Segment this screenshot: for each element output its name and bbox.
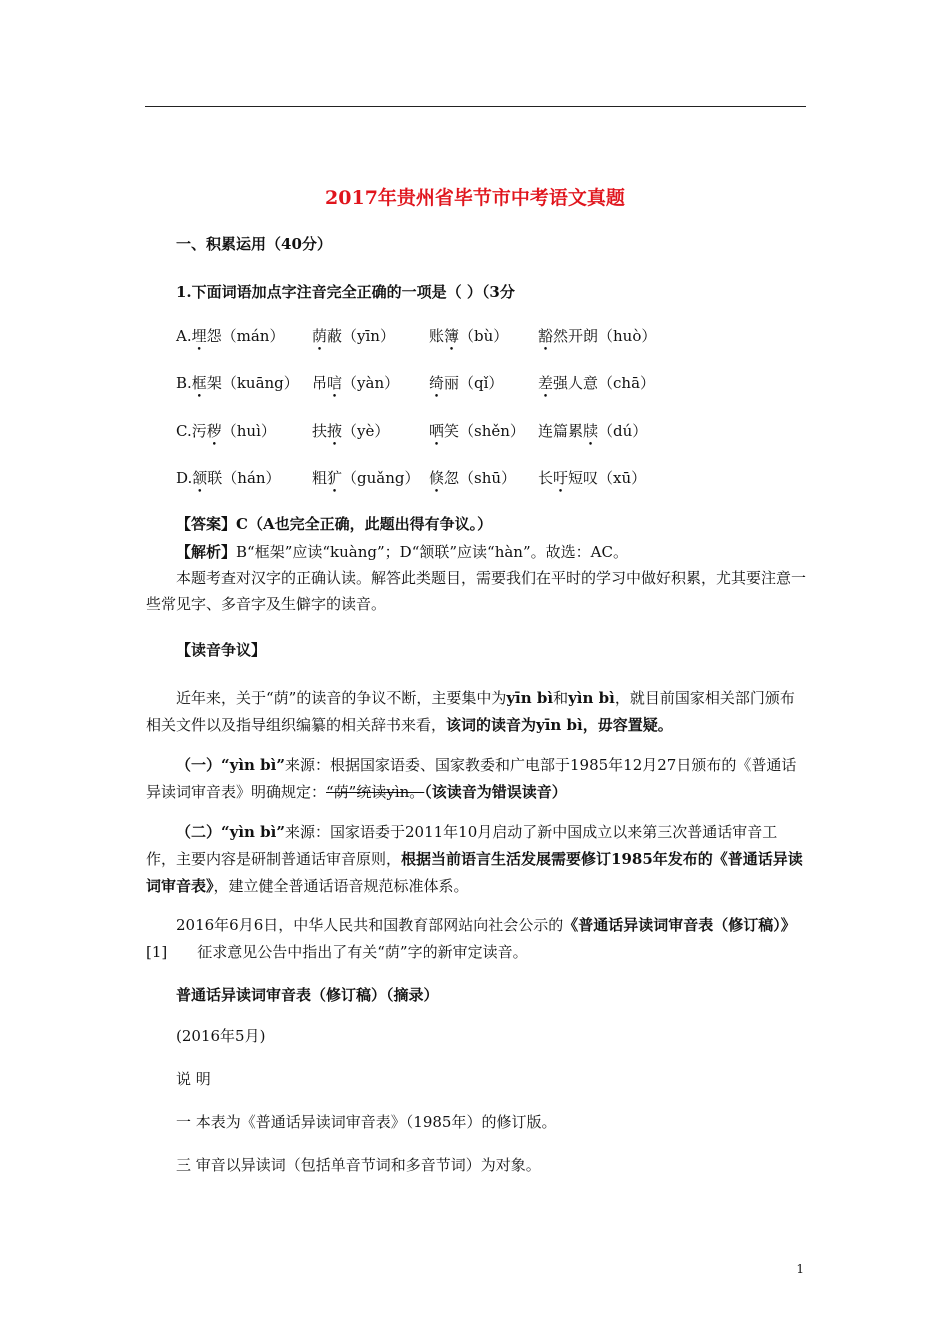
option-text-post: 丽（qǐ） [444,374,504,392]
dotted-character: 掖 [327,422,343,440]
answer-text: C（A也完全正确，此题出得有争议。） [236,515,493,533]
option-d-item [429,467,516,488]
p2-struck-rule: “荫”统读yìn。 [326,783,425,801]
p1-pinyin-a: yīn bì [506,689,554,707]
answer-tag: 【答案】 [176,515,237,533]
option-text-post: 然开朗（huò） [553,327,657,345]
option-text-pre: 长 [538,469,554,487]
option-b-item [312,372,399,393]
dotted-character: 绮 [429,374,445,392]
p3-tail: ，建立健全普通话语音规范标准体系。 [213,877,469,895]
p2-note: （该读音为错误读音） [424,783,567,801]
excerpt-item-1: 一 本表为《普通话异读词审音表》（1985年）的修订版。 [176,1113,557,1131]
option-text-post: 联（hán） [207,469,281,487]
option-text-pre: 账 [429,327,445,345]
option-label: B. [176,374,192,392]
option-text-pre: 粗 [312,469,328,487]
p1-text-c: 和 [553,689,569,707]
excerpt-heading: 普通话异读词审音表（修订稿）（摘录） [176,986,439,1004]
option-text-pre: 连篇累 [538,422,584,440]
dotted-character: 哂 [429,422,445,440]
dotted-character: 簿 [444,327,460,345]
option-c-item [538,420,647,441]
dispute-paragraph-4 [146,912,806,966]
option-d-item [538,467,646,488]
question-stem: 1.下面词语加点字注音完全正确的一项是（ ）（3分 [176,283,515,301]
p2-label: （一）“yìn bì” [176,756,285,774]
option-text-post: （yàn） [342,374,400,392]
page-title: 2017年贵州省毕节市中考语文真题 [325,187,625,209]
option-c-item [176,420,276,441]
analysis-line [176,541,628,562]
option-text-post: 架（kuāng） [206,374,299,392]
analysis-body: 本题考查对汉字的正确认读。解答此类题目，需要我们在平时的学习中做好积累，尤其要注意一些常见字、多音字及生僻字的读音。 [146,569,807,613]
p1-text-e: ，就目前国家相关部门颁布相关文件以及指导组织编纂的相关辞书来看， [146,689,795,734]
header-rule [145,106,806,107]
dotted-character: 豁 [538,327,554,345]
dotted-character: 框 [191,374,207,392]
dispute-paragraph-2 [146,752,806,806]
option-a-item [176,325,284,346]
option-d-item [176,467,281,488]
dotted-character: 唁 [327,374,343,392]
excerpt-date: (2016年5月) [176,1027,266,1045]
p3-text: 来源：国家语委于2011年10月启动了新中国成立以来第三次普通话审音工作，主要内容是研制普通话审音原则， [146,823,778,868]
option-text-post: （yè） [342,422,390,440]
option-text-post: 怨（mán） [206,327,285,345]
p3-bold-text: 根据当前语言生活发展需要修订1985年发布的《普通话异读词审音表》 [146,850,803,895]
option-label: D. [176,469,193,487]
option-a-item [538,325,656,346]
option-a-item [312,325,395,346]
dotted-character: 秽 [206,422,222,440]
p4-text: 2016年6月6日，中华人民共和国教育部网站向社会公示的 [176,916,564,934]
dispute-heading: 【读音争议】 [176,641,267,659]
excerpt-label: 说 明 [176,1070,211,1088]
option-text-post: 强人意（chā） [553,374,656,392]
option-text-pre: 污 [191,422,207,440]
dotted-character: 吁 [553,469,569,487]
p3-label: （二）“yìn bì” [176,823,285,841]
option-text-pre: 扶 [312,422,328,440]
option-a-item [429,325,508,346]
p2-text: 来源：根据国家语委、国家教委和广电部于1985年12月27日颁布的《普通话异读词审音表》明确规定： [146,756,797,801]
analysis-text: B“框架”应读“kuàng”；D“颔联”应读“hàn”。故选：AC。 [236,543,628,561]
analysis-tag: 【解析】 [176,543,237,561]
page-number: 1 [796,1262,804,1276]
dotted-character: 荫 [312,327,328,345]
dotted-character: 差 [538,374,554,392]
option-b-item [429,372,503,393]
option-b-item [176,372,299,393]
option-text-post: 忽（shū） [444,469,517,487]
dotted-character: 埋 [191,327,207,345]
option-text-post: 蔽（yīn） [327,327,395,345]
option-text-post: 短叹（xū） [568,469,647,487]
p1-text-a: 近年来，关于“荫”的读音的争议不断，主要集中为 [176,689,507,707]
option-text-post: （huì） [221,422,276,440]
answer-line [176,513,492,534]
option-label: C. [176,422,192,440]
option-b-item [538,372,655,393]
option-d-item [312,467,420,488]
dotted-character: 倏 [429,469,445,487]
dotted-character: 犷 [327,469,343,487]
option-label: A. [176,327,192,345]
dotted-character: 牍 [583,422,599,440]
dispute-paragraph-3 [146,819,806,900]
dispute-paragraph-1 [146,685,806,739]
section-heading: 一、积累运用（40分） [176,235,332,253]
p1-conclusion: 该词的读音为yīn bì，毋容置疑。 [446,716,673,734]
option-text-post: （guǎng） [342,469,420,487]
option-c-item [312,420,389,441]
option-text-post: （bù） [459,327,509,345]
p1-pinyin-b: yìn bì [568,689,615,707]
option-text-post: （dú） [598,422,648,440]
dotted-character: 颔 [192,469,208,487]
option-c-item [429,420,525,441]
excerpt-item-3: 三 审音以异读词（包括单音节词和多音节词）为对象。 [176,1156,541,1174]
option-text-pre: 吊 [312,374,328,392]
p4-bold-title: 《普通话异读词审音表（修订稿）》 [563,916,796,934]
option-text-post: 笑（shěn） [444,422,525,440]
p4-tail: [1] 征求意见公告中指出了有关“荫”字的新审定读音。 [146,943,528,961]
